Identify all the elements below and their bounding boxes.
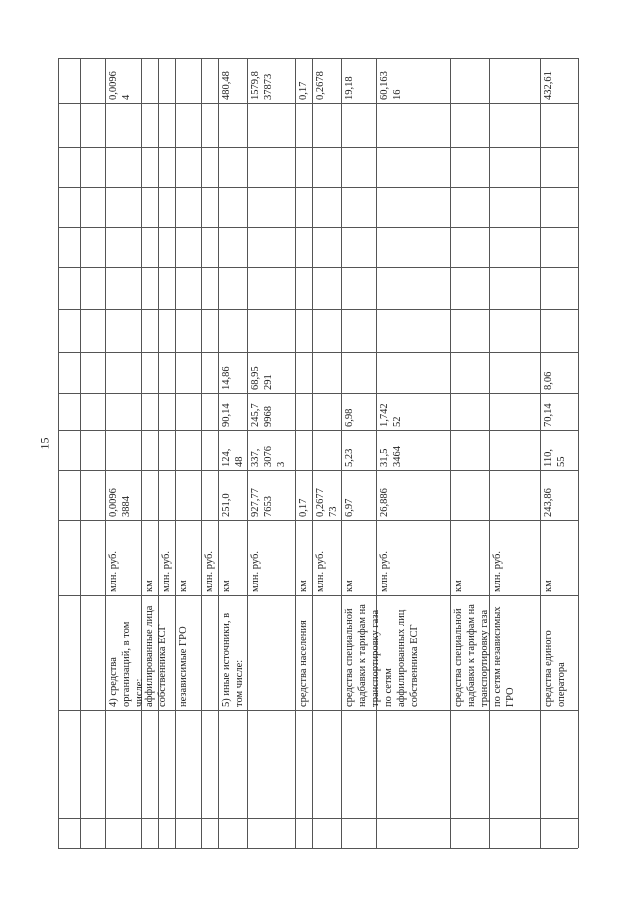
grid-line (58, 848, 578, 849)
grid-line (158, 58, 159, 848)
grid-line (58, 430, 578, 431)
cell-v3: 90,14 (221, 403, 232, 427)
cell-unit: млн. руб. (108, 551, 119, 592)
cell-v2: 110, 55 (543, 449, 567, 467)
cell-last: 480,48 (221, 71, 232, 100)
cell-label: средства специальной надбавки к тарифам на транспортировку газа по сетям независимых ГРО (453, 601, 516, 707)
grid-line (450, 58, 451, 848)
grid-line (312, 58, 313, 848)
cell-v4: 14,86 (221, 366, 232, 390)
cell-v1: 6,97 (344, 498, 355, 517)
cell-last: 0,0096 4 (108, 71, 132, 100)
cell-v1: 0,2677 73 (315, 488, 339, 517)
cell-label: средства единого оператора (543, 627, 567, 707)
cell-v4: 68,95 291 (250, 366, 274, 390)
cell-unit: км (453, 580, 464, 592)
grid-line (58, 520, 578, 521)
cell-v4: 8,06 (543, 371, 554, 390)
grid-line (58, 818, 578, 819)
cell-v3: 1,742 52 (379, 403, 403, 427)
cell-v1: 251,0 (221, 493, 232, 517)
grid-line (578, 58, 579, 848)
grid-line (58, 187, 578, 188)
grid-line (201, 58, 202, 848)
cell-v3: 70,14 (543, 403, 554, 427)
cell-unit: км (221, 580, 232, 592)
cell-label: аффилированные лица собственника ЕСГ (144, 602, 168, 707)
grid-line (247, 58, 248, 848)
cell-unit: км (344, 580, 355, 592)
grid-line (58, 470, 578, 471)
cell-last: 0,17 (298, 81, 309, 100)
grid-line (175, 58, 176, 848)
cell-label: 5) иные источники, в том числе: (221, 610, 245, 707)
cell-v2: 5,23 (344, 448, 355, 467)
cell-last: 0,2678 (315, 71, 326, 100)
grid-line (58, 710, 578, 711)
cell-label: средства специальной надбавки к тарифам на транспортировку газа по сетям аффилированных лиц собственника ЕСГ (344, 601, 420, 707)
grid-line (376, 58, 377, 848)
grid-line (218, 58, 219, 848)
cell-unit: млн. руб. (161, 551, 172, 592)
cell-last: 60,163 16 (379, 71, 403, 100)
cell-v2: 337, 3076 3 (250, 446, 287, 467)
cell-label: независимые ГРО (178, 626, 189, 707)
grid-line (58, 595, 578, 596)
page-number: 15 (37, 437, 52, 450)
grid-line (341, 58, 342, 848)
cell-unit: млн. руб. (492, 551, 503, 592)
grid-line (58, 393, 578, 394)
cell-unit: км (144, 580, 155, 592)
grid-line (58, 267, 578, 268)
grid-line (58, 309, 578, 310)
cell-v1: 0,0096 3884 (108, 488, 132, 517)
cell-v3: 245,7 9968 (250, 403, 274, 427)
cell-last: 19,18 (344, 76, 355, 100)
grid-line (540, 58, 541, 848)
cell-v1: 243,86 (543, 488, 554, 517)
grid-line (105, 58, 106, 848)
grid-line (58, 58, 578, 59)
grid-line (58, 147, 578, 148)
grid-line (489, 58, 490, 848)
cell-unit: км (298, 580, 309, 592)
grid-line (58, 352, 578, 353)
cell-last: 432,61 (543, 71, 554, 100)
grid-line (141, 58, 142, 848)
cell-unit: млн. руб. (379, 551, 390, 592)
grid-line (295, 58, 296, 848)
cell-v2: 31,5 3464 (379, 446, 403, 467)
cell-unit: км (178, 580, 189, 592)
cell-v1: 927,77 7653 (250, 488, 274, 517)
cell-label: средства населения (298, 620, 309, 707)
cell-v2: 124, 48 (221, 448, 245, 467)
grid-line (80, 58, 81, 848)
grid-line (58, 58, 59, 848)
cell-label: 4) средства организаций, в том числе: (108, 619, 145, 707)
cell-v1: 0,17 (298, 498, 309, 517)
cell-unit: млн. руб. (315, 551, 326, 592)
cell-unit: млн. руб. (204, 551, 215, 592)
cell-v3: 6,98 (344, 408, 355, 427)
grid-line (58, 103, 578, 104)
cell-unit: млн. руб. (250, 551, 261, 592)
cell-last: 1579,8 37873 (250, 71, 274, 100)
cell-unit: км (543, 580, 554, 592)
cell-v1: 26,886 (379, 488, 390, 517)
grid-line (58, 227, 578, 228)
